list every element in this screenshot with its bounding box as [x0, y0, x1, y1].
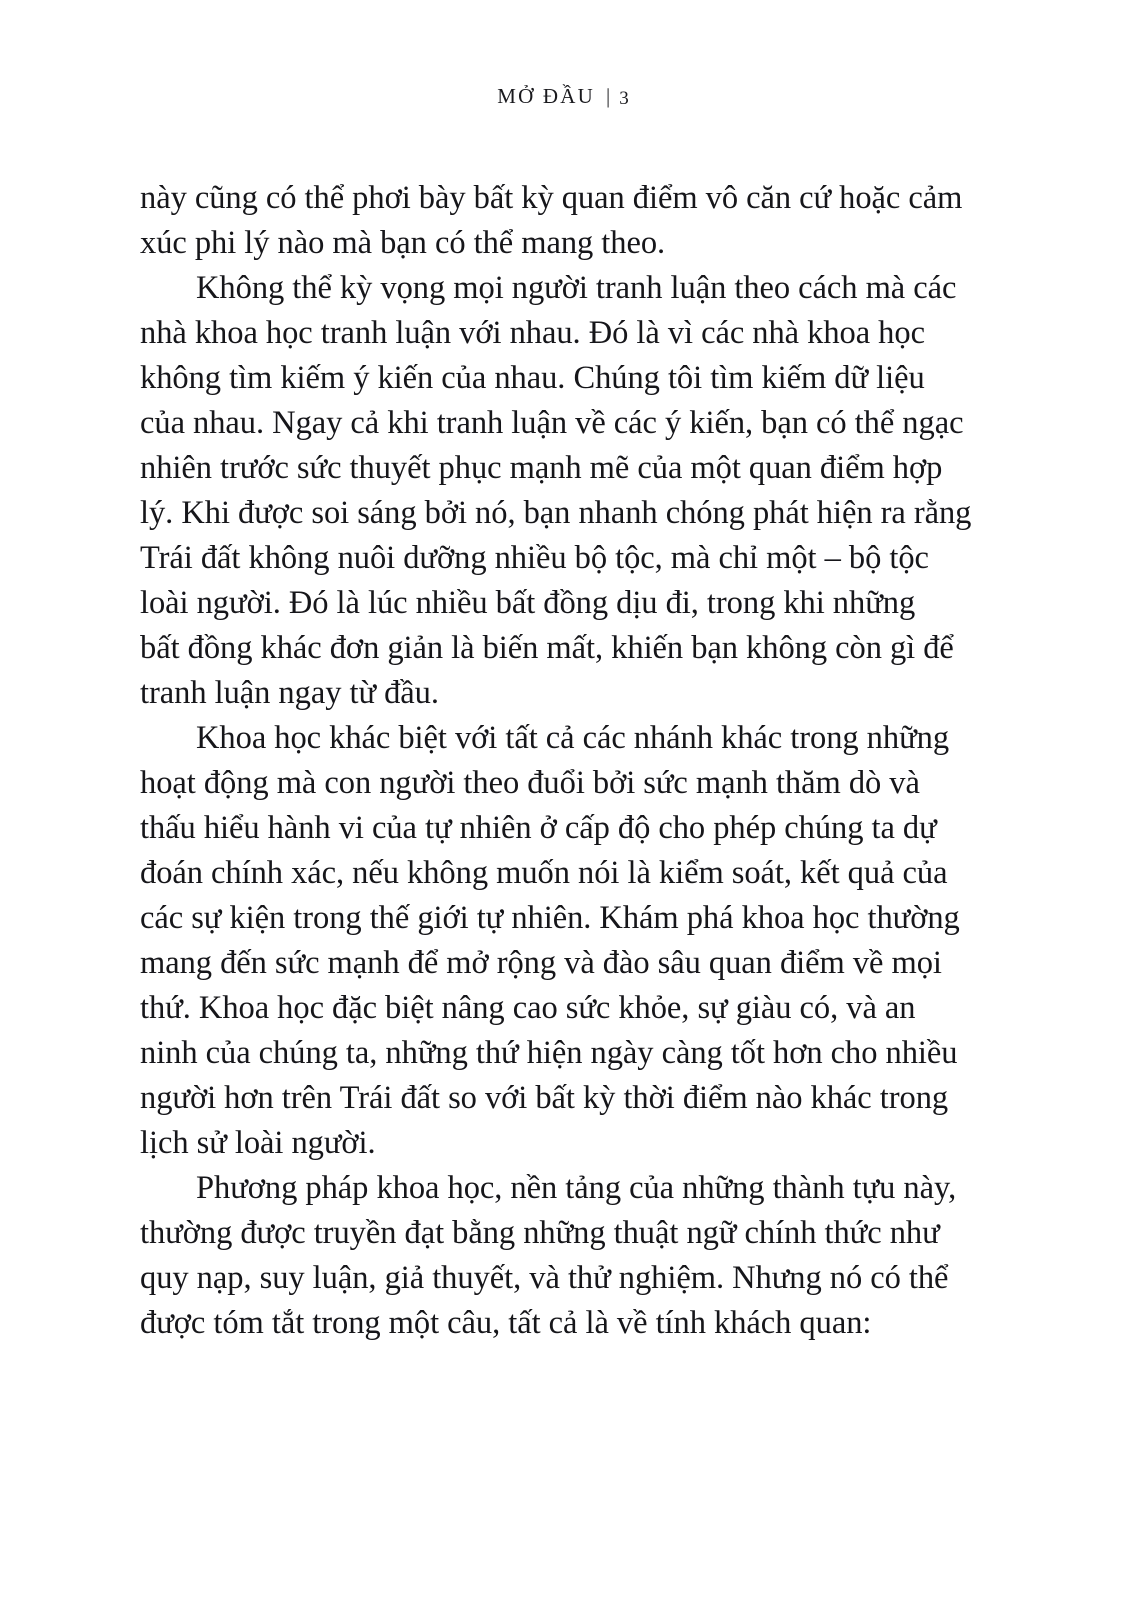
- text-line: này cũng có thể phơi bày bất kỳ quan điểm vô căn cứ hoặc cảm: [140, 180, 963, 216]
- text-line: mang đến sức mạnh để mở rộng và đào sâu quan điểm về mọi: [140, 945, 942, 981]
- text-line: được tóm tắt trong một câu, tất cả là về tính khách quan:: [140, 1305, 872, 1341]
- text-line: Không thể kỳ vọng mọi người tranh luận theo cách mà các: [196, 270, 957, 306]
- text-line: xúc phi lý nào mà bạn có thể mang theo.: [140, 225, 666, 261]
- text-line: quy nạp, suy luận, giả thuyết, và thử nghiệm. Nhưng nó có thể: [140, 1260, 949, 1296]
- text-line: Phương pháp khoa học, nền tảng của những thành tựu này,: [196, 1170, 957, 1206]
- text-line: tranh luận ngay từ đầu.: [140, 675, 439, 711]
- text-line: thứ. Khoa học đặc biệt nâng cao sức khỏe, sự giàu có, và an: [140, 990, 916, 1026]
- paragraph: [140, 176, 986, 266]
- text-line: nhà khoa học tranh luận với nhau. Đó là vì các nhà khoa học: [140, 315, 925, 351]
- text-line: Khoa học khác biệt với tất cả các nhánh khác trong những: [196, 720, 950, 756]
- running-head: [0, 84, 1126, 109]
- text-line: hoạt động mà con người theo đuổi bởi sức mạnh thăm dò và: [140, 765, 920, 801]
- text-line: loài người. Đó là lúc nhiều bất đồng dịu đi, trong khi những: [140, 585, 916, 621]
- text-line: của nhau. Ngay cả khi tranh luận về các ý kiến, bạn có thể ngạc: [140, 405, 964, 441]
- paragraph: [140, 266, 986, 716]
- body-text-block: [140, 176, 986, 1346]
- text-line: các sự kiện trong thế giới tự nhiên. Khám phá khoa học thường: [140, 900, 960, 936]
- text-line: người hơn trên Trái đất so với bất kỳ thời điểm nào khác trong: [140, 1080, 949, 1116]
- text-line: không tìm kiếm ý kiến của nhau. Chúng tôi tìm kiếm dữ liệu: [140, 360, 925, 396]
- text-line: thấu hiểu hành vi của tự nhiên ở cấp độ cho phép chúng ta dự: [140, 810, 937, 846]
- running-head-separator: |: [606, 84, 611, 108]
- text-line: Trái đất không nuôi dưỡng nhiều bộ tộc, mà chỉ một – bộ tộc: [140, 540, 929, 576]
- page-number: 3: [619, 88, 629, 109]
- running-head-title: MỞ ĐẦU: [497, 84, 596, 108]
- text-line: nhiên trước sức thuyết phục mạnh mẽ của một quan điểm hợp: [140, 450, 943, 486]
- text-line: lịch sử loài người.: [140, 1125, 376, 1161]
- paragraph: [140, 716, 986, 1166]
- text-line: lý. Khi được soi sáng bởi nó, bạn nhanh chóng phát hiện ra rằng: [140, 495, 972, 531]
- text-line: ninh của chúng ta, những thứ hiện ngày càng tốt hơn cho nhiều: [140, 1035, 958, 1071]
- paragraph: [140, 1166, 986, 1346]
- text-line: thường được truyền đạt bằng những thuật ngữ chính thức như: [140, 1215, 940, 1251]
- text-line: bất đồng khác đơn giản là biến mất, khiến bạn không còn gì để: [140, 630, 954, 666]
- text-line: đoán chính xác, nếu không muốn nói là kiểm soát, kết quả của: [140, 855, 948, 891]
